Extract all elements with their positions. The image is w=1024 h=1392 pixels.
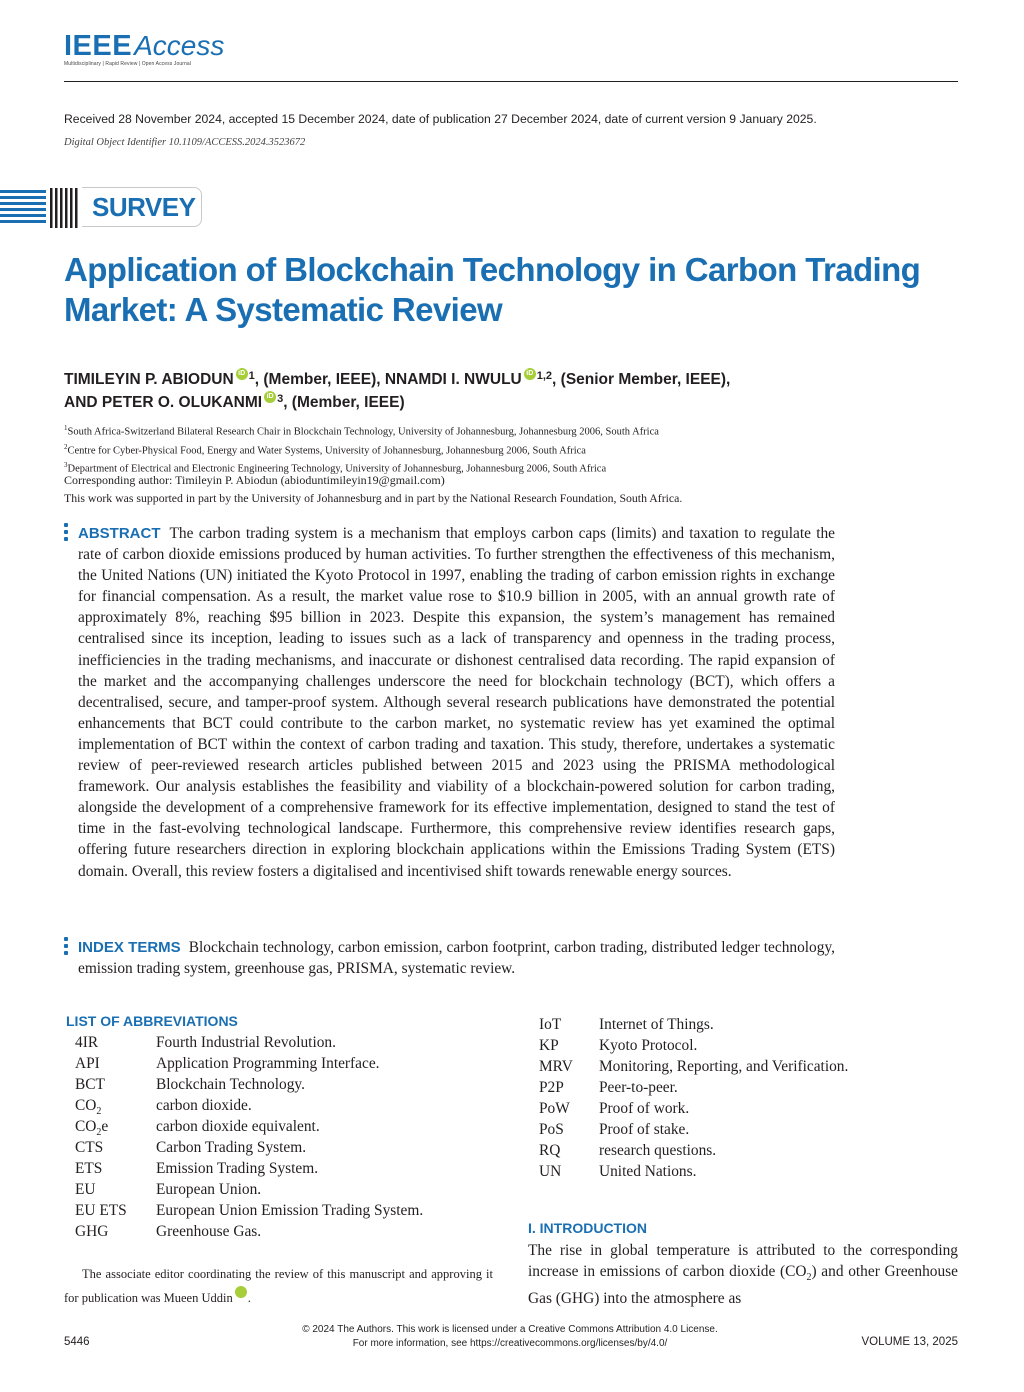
abbreviations-heading: LIST OF ABBREVIATIONS bbox=[66, 1013, 238, 1029]
editor-note: The associate editor coordinating the review of this manuscript and approving it for publication was Mueen Uddin iD. bbox=[64, 1267, 493, 1305]
affiliation-ref: 3 bbox=[277, 393, 284, 405]
author-list bbox=[64, 368, 964, 414]
index-terms-label: INDEX TERMS bbox=[78, 939, 181, 956]
section-badge: SURVEY bbox=[92, 192, 196, 222]
index-terms bbox=[78, 937, 835, 979]
abstract bbox=[78, 523, 835, 882]
abstract-label: ABSTRACT bbox=[78, 525, 161, 542]
abstract-text: The carbon trading system is a mechanism that employs carbon caps (limits) and taxation to regulate the rate of carbon dioxide emissions produced by human activities. To further strengthen the effectiveness of this mechanism, the United Nations (UN) initiated the Kyoto Protocol in 1997, enabling the trading of carbon emission rights in exchange for financial compensation. As a result, the market value rose to $10.9 billion in 2005, with an annual growth rate of approximately 8%, reaching $95 billion in 2023. Despite this expansion, the system’s management has remained centralised since its inception, leading to issues such as a lack of transparency and openness in the trading process, inefficiencies in the trading mechanisms, and inaccurate or dishonest centralised data recording. The rapid expansion of the market and the accompanying challenges underscore the need for blockchain technology (BCT), which offers a decentralised, secure, and tamper-proof system. Although several research publications have demonstrated the potential enhancements that BCT could contribute to the carbon market, no systematic review has yet examined the optimal implementation of BCT within the context of carbon trading and taxation. This study, therefore, undertakes a systematic review of peer-reviewed research articles published between 2015 and 2023 using the PRISMA methodological framework. Our analysis establishes the feasibility and viability of a blockchain-powered solution for carbon trading, alongside the development of a comprehensive framework for its effective implementation, designed to stand the test of time in the fast-evolving technological landscape. Furthermore, this comprehensive review identifies research gaps, offering future researchers direction in exploring blockchain applications within the Emissions Trading System (ETS) domain. Overall, this review fosters a digitalised and incentivised shift towards renewable energy sources. bbox=[78, 525, 835, 880]
affiliation-ref: 1,2 bbox=[536, 370, 553, 382]
publication-dates: Received 28 November 2024, accepted 15 December 2024, date of publication 27 December 2024, date of current version 9 January 2025. bbox=[64, 112, 817, 126]
volume-info: VOLUME 13, 2025 bbox=[861, 1336, 958, 1348]
license-link[interactable]: For more information, see https://creativecommons.org/licenses/by/4.0/ bbox=[352, 1338, 668, 1349]
author-name: AND PETER O. OLUKANMI bbox=[64, 394, 263, 411]
journal-logo bbox=[64, 30, 224, 67]
paper-title: Application of Blockchain Technology in Carbon Trading Market: A Systematic Review bbox=[64, 251, 921, 328]
index-terms-marker bbox=[64, 937, 68, 958]
license-note bbox=[250, 1323, 770, 1351]
affiliation-item: $^1$South Africa-Switzerland Bilateral Research Chair in Blockchain Technology, University of Johannesburg, Johannesburg 2006, South Africa bbox=[64, 424, 659, 438]
affiliation-item: $^3$Department of Electrical and Electronic Engineering Technology, University of Johannesburg, Johannesburg 2006, South Africa bbox=[64, 461, 607, 475]
abstract-marker bbox=[64, 523, 68, 544]
survey-badge-bars bbox=[0, 188, 82, 228]
license-line: © 2024 The Authors. This work is licensed under a Creative Commons Attribution 4.0 License. bbox=[302, 1324, 718, 1335]
correspondence-block bbox=[64, 471, 682, 507]
doi: Digital Object Identifier 10.1109/ACCESS.2024.3523672 bbox=[64, 137, 306, 148]
introduction-heading: I. INTRODUCTION bbox=[528, 1220, 647, 1236]
introduction-text: The rise in global temperature is attributed to the corresponding increase in emissions of carbon dioxide $(CO_2)$ and other Greenhouse Gas (GHG) into the atmosphere as bbox=[528, 1242, 958, 1308]
author-role: , (Senior Member, IEEE), bbox=[552, 371, 731, 388]
index-terms-text: Blockchain technology, carbon emission, carbon footprint, carbon trading, distributed ledger technology, emission trading system, greenhouse gas, PRISMA, systematic review. bbox=[78, 939, 835, 978]
funding-note: This work was supported in part by the University of Johannesburg and in part by the National Research Foundation, South Africa. bbox=[64, 491, 683, 505]
corresponding-author: Corresponding author: Timileyin P. Abiodun (abioduntimileyin19@gmail.com) bbox=[64, 473, 445, 487]
affiliation-ref: 1 bbox=[248, 370, 255, 382]
journal-name-bold: IEEE bbox=[64, 30, 133, 62]
affiliations bbox=[64, 421, 659, 477]
page-number: 5446 bbox=[64, 1336, 90, 1348]
orcid-icon[interactable]: iD bbox=[264, 391, 276, 403]
journal-name-italic: Access bbox=[134, 30, 225, 61]
orcid-icon[interactable]: iD bbox=[524, 368, 536, 380]
affiliation-item: $^2$Centre for Cyber-Physical Food, Energy and Water Systems, University of Johannesburg, Johannesburg 2006, South Africa bbox=[64, 442, 586, 456]
author-role: , (Member, IEEE) bbox=[283, 394, 405, 411]
author-name: TIMILEYIN P. ABIODUN bbox=[64, 371, 234, 388]
author-role: , (Member, IEEE), NNAMDI I. NWULU bbox=[254, 371, 522, 388]
journal-tagline: Multidisciplinary | Rapid Review | Open Access Journal bbox=[64, 61, 191, 67]
orcid-icon[interactable]: iD bbox=[236, 368, 248, 380]
editor-note-text: The associate editor coordinating the review of this manuscript and approving it for publication was Mueen Uddin bbox=[64, 1267, 493, 1305]
orcid-icon[interactable]: iD bbox=[235, 1286, 247, 1298]
header-divider bbox=[64, 81, 958, 82]
